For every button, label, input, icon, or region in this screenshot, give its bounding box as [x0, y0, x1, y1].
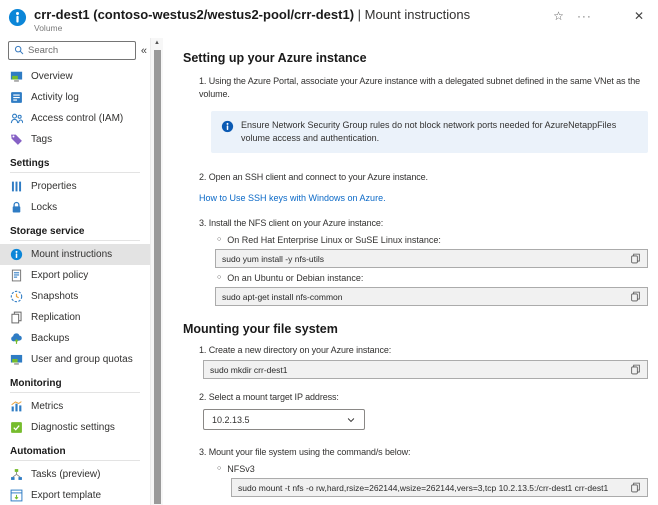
- more-options-icon[interactable]: ···: [576, 9, 592, 23]
- blade-header: [0, 0, 658, 38]
- sidebar-search-row: [8, 41, 147, 60]
- mkdir-command-box: [203, 360, 648, 379]
- sidebar-item-overview[interactable]: [0, 66, 150, 87]
- search-input[interactable]: [28, 45, 130, 56]
- setup-step-1: 1. Using the Azure Portal, associate your Azure instance with a delegated subnet defined in the same VNet as the volume.: [199, 76, 641, 99]
- search-box[interactable]: [8, 41, 136, 60]
- tags-icon: [10, 133, 23, 146]
- overview-icon: [10, 70, 23, 83]
- search-icon: [14, 42, 24, 60]
- redhat-label: On Red Hat Enterprise Linux or SuSE Linux instance:: [227, 235, 441, 245]
- sidebar-item-label: Snapshots: [31, 291, 79, 302]
- sidebar-item-tags[interactable]: [0, 129, 150, 150]
- mount-instructions-content: [163, 38, 658, 505]
- header-actions: [553, 7, 644, 23]
- sidebar-item-user-and-group-quotas[interactable]: [0, 349, 150, 370]
- sidebar-item-snapshots[interactable]: [0, 286, 150, 307]
- resource-menu-sidebar: [0, 38, 150, 505]
- sidebar-item-label: Overview: [31, 71, 73, 82]
- sidebar-item-properties[interactable]: [0, 176, 150, 197]
- mount-command: sudo mount -t nfs -o rw,hard,rsize=262144,wsize=262144,vers=3,tcp 10.2.13.5:/crr-dest1 crr-dest1: [238, 482, 609, 493]
- resource-name: crr-dest1 (contoso-westus2/westus2-pool/crr-dest1): [34, 7, 355, 22]
- sidebar-item-label: Tags: [31, 134, 53, 145]
- sidebar-item-label: Tasks (preview): [31, 469, 101, 480]
- sidebar-item-backups[interactable]: [0, 328, 150, 349]
- blade-name: | Mount instructions: [354, 7, 471, 22]
- sidebar-item-diagnostic-settings[interactable]: [0, 417, 150, 438]
- sidebar-item-label: Diagnostic settings: [31, 422, 115, 433]
- sidebar-item-label: Access control (IAM): [31, 113, 124, 124]
- resource-type-label: Volume: [34, 23, 63, 33]
- sidebar-item-label: Mount instructions: [31, 249, 113, 260]
- chevron-down-icon: [346, 415, 356, 425]
- copy-icon[interactable]: [630, 253, 641, 264]
- access-control-icon: [10, 112, 23, 125]
- sidebar-item-activity-log[interactable]: [0, 87, 150, 108]
- banner-text: Ensure Network Security Group rules do not block network ports needed for AzureNetappFiles volume access and authentication.: [241, 120, 617, 143]
- copy-icon[interactable]: [630, 291, 641, 302]
- collapse-menu-button[interactable]: «: [140, 44, 147, 57]
- sidebar-item-label: Export policy: [31, 270, 89, 281]
- mounting-step-1: 1. Create a new directory on your Azure instance:: [199, 345, 392, 355]
- sidebar-item-label: User and group quotas: [31, 354, 133, 365]
- copy-icon[interactable]: [630, 364, 641, 375]
- volume-info-icon: [8, 8, 27, 27]
- page-title: [34, 7, 470, 22]
- section-header-monitoring: Monitoring: [10, 378, 140, 393]
- sidebar-item-label: Replication: [31, 312, 81, 323]
- copy-icon[interactable]: [630, 482, 641, 493]
- scrollbar-up-arrow-icon[interactable]: ▲: [154, 40, 160, 46]
- sidebar-item-label: Metrics: [31, 401, 64, 412]
- snapshots-icon: [10, 290, 23, 303]
- ubuntu-sub-item: [217, 272, 648, 284]
- blade-body: [0, 38, 658, 505]
- section-header-storage-service: Storage service: [10, 226, 140, 241]
- list-bullet: ○: [217, 274, 222, 281]
- mount-instructions-icon: [10, 248, 23, 261]
- ubuntu-command-box: [215, 287, 648, 306]
- sidebar-item-mount-instructions[interactable]: [0, 244, 150, 265]
- redhat-sub-item: [217, 234, 648, 246]
- user-group-quotas-icon: [10, 353, 23, 366]
- nsg-info-banner: [211, 111, 648, 153]
- redhat-command-box: [215, 249, 648, 268]
- sidebar-item-label: Activity log: [31, 92, 79, 103]
- activity-log-icon: [10, 91, 23, 104]
- sidebar-item-replication[interactable]: [0, 307, 150, 328]
- tasks-icon: [10, 468, 23, 481]
- blade-title-block: [34, 7, 470, 33]
- sidebar-scrollbar[interactable]: [150, 38, 163, 505]
- ssh-keys-link[interactable]: How to Use SSH keys with Windows on Azure.: [199, 193, 386, 203]
- close-icon[interactable]: ✕: [633, 9, 644, 23]
- metrics-icon: [10, 400, 23, 413]
- ubuntu-command: sudo apt-get install nfs-common: [222, 291, 343, 302]
- sidebar-item-label: Export template: [31, 490, 102, 501]
- sidebar-item-label: Backups: [31, 333, 70, 344]
- setup-heading: Setting up your Azure instance: [183, 51, 367, 65]
- sidebar-item-access-control[interactable]: [0, 108, 150, 129]
- mounting-step-2: 2. Select a mount target IP address:: [199, 392, 339, 402]
- sidebar-item-metrics[interactable]: [0, 396, 150, 417]
- sidebar-item-export-policy[interactable]: [0, 265, 150, 286]
- protocol-label: NFSv3: [227, 464, 255, 474]
- section-header-settings: Settings: [10, 158, 140, 173]
- sidebar-item-label: Properties: [31, 181, 77, 192]
- ubuntu-label: On an Ubuntu or Debian instance:: [227, 273, 364, 283]
- info-icon: [221, 120, 234, 133]
- sidebar-item-locks[interactable]: [0, 197, 150, 218]
- mounting-step-3: 3. Mount your file system using the command/s below:: [199, 447, 411, 457]
- favorite-star-icon[interactable]: ☆: [553, 9, 564, 23]
- list-bullet: ○: [217, 465, 222, 472]
- export-policy-icon: [10, 269, 23, 282]
- setup-step-3: 3. Install the NFS client on your Azure instance:: [199, 218, 384, 228]
- mount-command-box: [231, 478, 648, 497]
- sidebar-item-label: Locks: [31, 202, 58, 213]
- mounting-heading: Mounting your file system: [183, 322, 338, 336]
- sidebar-item-export-template[interactable]: [0, 485, 150, 505]
- mount-ip-selected-value: 10.2.13.5: [212, 414, 250, 425]
- mkdir-command: sudo mkdir crr-dest1: [210, 364, 288, 375]
- scrollbar-thumb[interactable]: [154, 50, 161, 504]
- section-header-automation: Automation: [10, 446, 140, 461]
- diagnostic-settings-icon: [10, 421, 23, 434]
- sidebar-item-tasks-preview[interactable]: [0, 464, 150, 485]
- redhat-command: sudo yum install -y nfs-utils: [222, 253, 325, 264]
- setup-step-2: 2. Open an SSH client and connect to your Azure instance.: [199, 172, 428, 182]
- properties-icon: [10, 180, 23, 193]
- locks-icon: [10, 201, 23, 214]
- replication-icon: [10, 311, 23, 324]
- nfsv3-sub-item: [217, 463, 648, 475]
- mount-ip-select[interactable]: [203, 409, 365, 430]
- list-bullet: ○: [217, 236, 222, 243]
- export-template-icon: [10, 489, 23, 502]
- backups-icon: [10, 332, 23, 345]
